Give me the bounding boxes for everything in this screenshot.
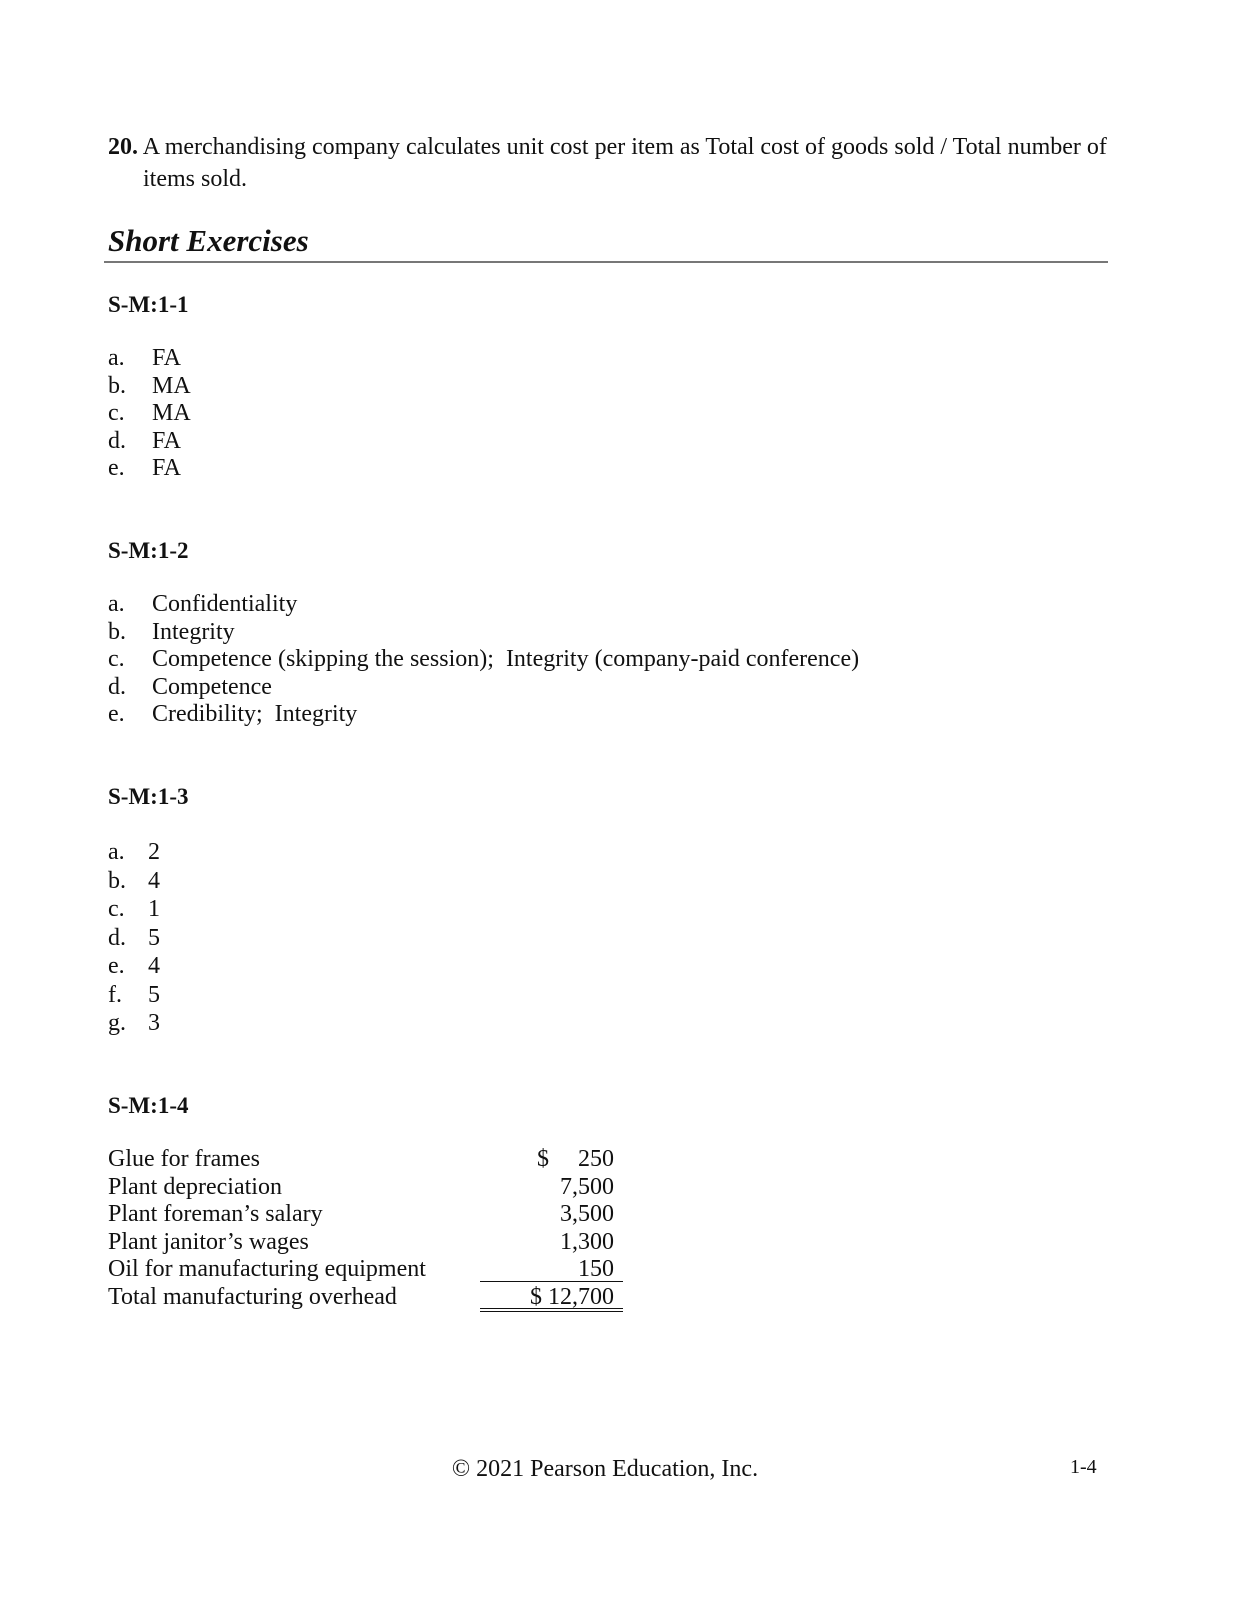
exercise-heading-sm1-3: S-M:1-3 [108, 784, 189, 809]
list-item [108, 895, 160, 924]
item-answer: 2 [148, 839, 160, 865]
list-item [108, 1009, 160, 1038]
list-item [108, 924, 160, 953]
row-label: Glue for frames [108, 1146, 260, 1172]
list-item [108, 838, 160, 867]
item-letter: b. [108, 618, 126, 645]
question-20 [108, 131, 1118, 195]
item-letter: e. [108, 701, 125, 727]
item-letter: e. [108, 455, 125, 481]
item-answer: MA [152, 372, 191, 399]
item-answer: 1 [148, 896, 160, 922]
item-letter: d. [108, 427, 126, 454]
exercise-heading-sm1-1: S-M:1-1 [108, 292, 189, 317]
item-answer: Integrity [152, 618, 235, 645]
item-letter: d. [108, 673, 126, 700]
item-letter: a. [108, 345, 125, 371]
row-label: Oil for manufacturing equipment [108, 1256, 426, 1282]
total-amount: $ 12,700 [530, 1283, 614, 1310]
item-answer: FA [152, 455, 181, 481]
item-answer: 4 [148, 953, 160, 979]
item-letter: c. [108, 646, 125, 672]
exercise-heading-sm1-4: S-M:1-4 [108, 1093, 189, 1118]
list-item [108, 591, 859, 619]
list-item [108, 674, 859, 702]
exercise-heading-sm1-2: S-M:1-2 [108, 538, 189, 563]
currency-symbol: $ [537, 1146, 549, 1172]
item-answer: 5 [148, 981, 160, 1008]
item-answer: FA [152, 345, 181, 371]
item-letter: d. [108, 924, 126, 951]
row-amount: 250 [578, 1146, 614, 1172]
row-label: Plant foreman’s salary [108, 1201, 323, 1227]
answer-list-sm1-2 [108, 591, 859, 729]
question-text-line-1: A merchandising company calculates unit cost per item as Total cost of goods sold / Total number of [142, 134, 1107, 160]
item-letter: g. [108, 1010, 126, 1036]
answer-list-sm1-3 [108, 838, 160, 1038]
item-letter: b. [108, 867, 126, 894]
row-amount: 3,500 [560, 1201, 614, 1227]
row-amount: 7,500 [560, 1173, 614, 1200]
item-answer: Competence (skipping the session); Integrity (company-paid conference) [152, 646, 860, 672]
list-item [108, 867, 160, 896]
section-title: Short Exercises [108, 223, 309, 258]
item-letter: c. [108, 400, 125, 426]
item-answer: Credibility; Integrity [152, 701, 358, 727]
answer-list-sm1-1 [108, 345, 191, 483]
row-label: Plant depreciation [108, 1173, 282, 1200]
row-label: Plant janitor’s wages [108, 1228, 309, 1255]
item-answer: 5 [148, 924, 160, 951]
item-answer: Confidentiality [152, 591, 298, 617]
item-answer: 3 [148, 1010, 160, 1036]
row-amount: 150 [578, 1256, 614, 1282]
item-letter: e. [108, 953, 125, 979]
item-answer: 4 [148, 867, 160, 894]
item-letter: c. [108, 896, 125, 922]
list-item [108, 619, 859, 647]
item-letter: a. [108, 591, 125, 617]
total-double-rule [480, 1308, 623, 1312]
list-item [108, 400, 191, 428]
question-text-line-2: items sold. [143, 166, 248, 192]
item-answer: Competence [152, 673, 272, 700]
item-letter: a. [108, 839, 125, 865]
list-item [108, 952, 160, 981]
copyright-footer: © 2021 Pearson Education, Inc. [451, 1456, 759, 1482]
list-item [108, 345, 191, 373]
list-item [108, 646, 859, 674]
item-letter: b. [108, 372, 126, 399]
list-item [108, 373, 191, 401]
total-label: Total manufacturing overhead [108, 1283, 397, 1310]
page-number: 1-4 [1070, 1456, 1097, 1478]
list-item [108, 701, 859, 729]
list-item [108, 981, 160, 1010]
list-item [108, 428, 191, 456]
item-answer: MA [152, 400, 191, 426]
item-answer: FA [152, 427, 181, 454]
row-amount: 1,300 [560, 1228, 614, 1255]
subtotal-rule [480, 1281, 623, 1282]
question-number: 20. [108, 134, 138, 160]
list-item [108, 455, 191, 483]
section-divider [104, 261, 1108, 263]
item-letter: f. [108, 981, 122, 1008]
